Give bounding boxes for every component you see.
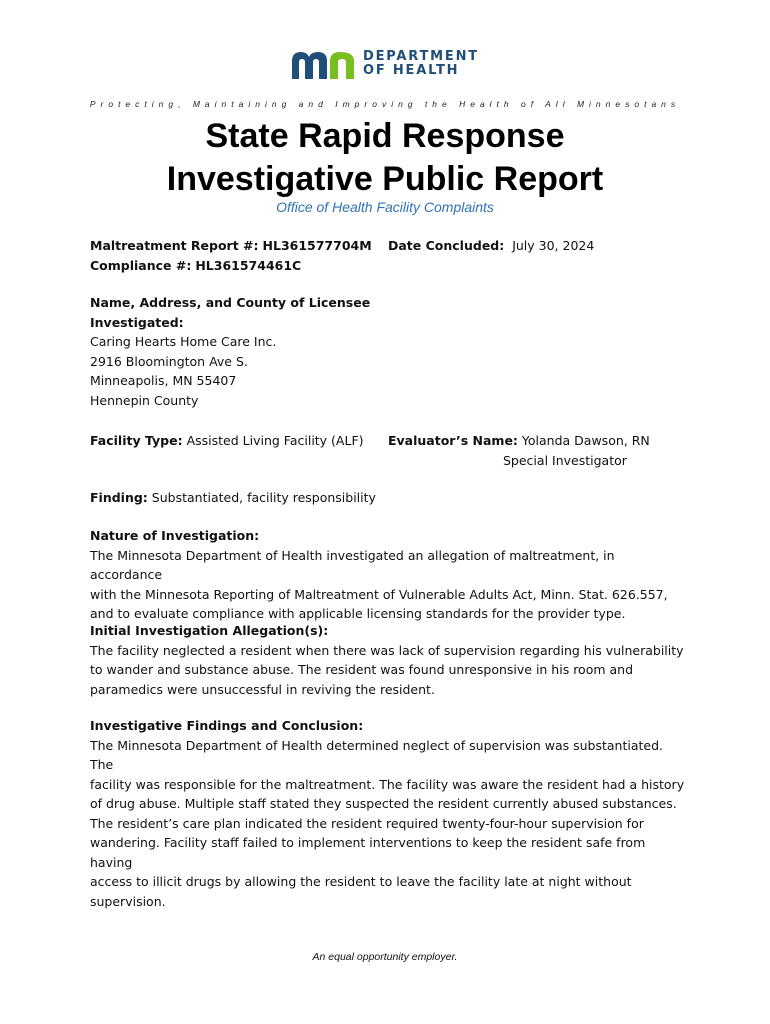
section-nature	[90, 526, 690, 624]
title-line-2: Investigative Public Report	[166, 160, 604, 198]
evaluator-name: Yolanda Dawson, RN	[521, 433, 650, 448]
finding-label: Finding:	[90, 490, 148, 505]
facility-type-label: Facility Type:	[90, 433, 183, 448]
findings-line: access to illicit drugs by allowing the resident to leave the facility late at night without	[90, 874, 632, 889]
maltreatment-value: HL361577704M	[262, 238, 372, 253]
facility-type-value: Assisted Living Facility (ALF)	[186, 433, 364, 448]
allegation-line: paramedics were unsuccessful in reviving the resident.	[90, 681, 435, 697]
mdh-logo	[290, 48, 490, 80]
findings-line: The resident’s care plan indicated the resident required twenty-four-hour supervision for	[90, 815, 644, 831]
licensee-county: Hennepin County	[90, 392, 199, 408]
tagline: Protecting, Maintaining and Improving the Health of All Minnesotans	[89, 99, 681, 109]
facility-type	[90, 431, 390, 451]
footer-text: An equal opportunity employer.	[312, 951, 458, 963]
licensee-block	[90, 293, 690, 410]
nature-line: and to evaluate compliance with applicable licensing standards for the provider type.	[90, 606, 626, 621]
allegation-heading: Initial Investigation Allegation(s):	[90, 623, 329, 638]
section-findings	[90, 716, 690, 911]
logo-line-2: OF HEALTH	[363, 63, 460, 78]
evaluator-title: Special Investigator	[503, 452, 627, 468]
licensee-label-2: Investigated:	[90, 314, 184, 330]
licensee-street: 2916 Bloomington Ave S.	[90, 353, 248, 369]
title-line-1: State Rapid Response	[205, 117, 565, 155]
findings-line: supervision.	[90, 893, 166, 909]
findings-line: The Minnesota Department of Health determined neglect of supervision was substantiated. The	[90, 737, 664, 772]
licensee-city: Minneapolis, MN 55407	[90, 373, 237, 388]
allegation-line: The facility neglected a resident when there was lack of supervision regarding his vulnerability	[90, 642, 684, 658]
nature-line: with the Minnesota Reporting of Maltreatment of Vulnerable Adults Act, Minn. Stat. 626.557,	[90, 586, 668, 602]
nature-line: The Minnesota Department of Health investigated an allegation of maltreatment, in accordance	[90, 547, 615, 582]
evaluator	[388, 431, 688, 470]
evaluator-label: Evaluator’s Name:	[388, 433, 518, 448]
logo-line-1: DEPARTMENT	[363, 49, 479, 64]
date-concluded	[388, 236, 688, 256]
section-allegation	[90, 621, 690, 699]
licensee-name: Caring Hearts Home Care Inc.	[90, 334, 277, 349]
page-subtitle: Office of Health Facility Complaints	[276, 199, 494, 215]
findings-line: wandering. Facility staff failed to implement interventions to keep the resident safe from having	[90, 835, 646, 870]
findings-line: facility was responsible for the maltreatment. The facility was aware the resident had a history	[90, 776, 685, 792]
logo-wordmark	[363, 50, 479, 78]
maltreatment-label: Maltreatment Report #:	[90, 238, 259, 253]
page-title	[0, 115, 770, 201]
date-label: Date Concluded:	[388, 238, 505, 253]
compliance-label: Compliance #:	[90, 257, 192, 273]
finding-value: Substantiated, facility responsibility	[151, 490, 376, 505]
finding	[90, 488, 690, 508]
allegation-line: to wander and substance abuse. The resident was found unresponsive in his room and	[90, 662, 634, 677]
compliance-value: HL361574461C	[195, 257, 302, 273]
mn-logo-icon	[290, 49, 356, 79]
findings-heading: Investigative Findings and Conclusion:	[90, 718, 364, 733]
date-value: July 30, 2024	[512, 238, 595, 253]
nature-heading: Nature of Investigation:	[90, 528, 260, 543]
findings-line: of drug abuse. Multiple staff stated they suspected the resident currently abused substances.	[90, 796, 677, 811]
licensee-label-1: Name, Address, and County of Licensee	[90, 295, 371, 310]
